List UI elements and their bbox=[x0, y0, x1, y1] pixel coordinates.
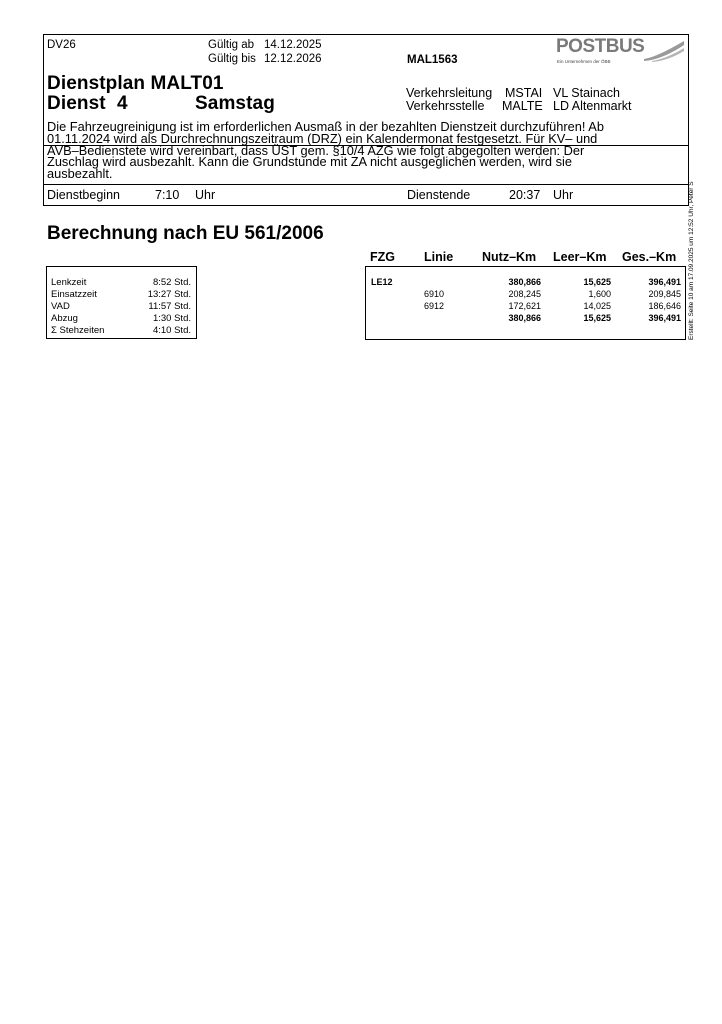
traffic-mgmt-name: VL Stainach bbox=[553, 86, 620, 100]
km-leer: 14,025 bbox=[583, 301, 611, 311]
notice-line: Zuschlag wird ausbezahlt. Kann die Grundstunde mit ZA nicht ausgeglichen werden, wird sie bbox=[47, 154, 572, 170]
duty-number: 4 bbox=[117, 93, 128, 114]
side-print-note: Erstellt: Seite 10 am 17.09.2025 um 12:52 Uhr, Peter S bbox=[688, 181, 695, 340]
summary-box bbox=[46, 266, 197, 339]
km-fzg: LE12 bbox=[371, 277, 393, 287]
postbus-logo bbox=[556, 36, 686, 66]
start-unit: Uhr bbox=[195, 188, 216, 202]
swoosh-icon bbox=[642, 39, 686, 63]
doc-code: DV26 bbox=[47, 39, 76, 51]
valid-from-date: 14.12.2025 bbox=[264, 39, 322, 51]
notice-line: Die Fahrzeugreinigung ist im erforderlichen Ausmaß in der bezahlten Dienstzeit durchzuführen! Ab bbox=[47, 119, 604, 134]
duty-label: Dienst bbox=[47, 93, 106, 114]
km-linie: 6910 bbox=[424, 289, 445, 299]
km-nutz: 380,866 bbox=[508, 277, 541, 287]
summary-label: Abzug bbox=[51, 313, 78, 324]
logo-subtitle: Ein Unternehmen der ÖBB bbox=[557, 59, 611, 64]
km-ges: 209,845 bbox=[648, 289, 681, 299]
summary-value: 8:52 Std. bbox=[152, 277, 191, 288]
summary-value: 4:10 Std. bbox=[152, 325, 191, 336]
traffic-mgmt-code: MSTAI bbox=[505, 86, 543, 100]
summary-row bbox=[51, 277, 191, 289]
logo-wordmark: POSTBUS bbox=[556, 36, 645, 57]
summary-label: Einsatzzeit bbox=[51, 289, 97, 300]
km-box bbox=[365, 266, 686, 340]
summary-label: Σ Stehzeiten bbox=[51, 325, 105, 336]
km-header-fzg: FZG bbox=[370, 250, 395, 264]
times-divider bbox=[44, 184, 688, 185]
km-nutz: 208,245 bbox=[508, 289, 541, 299]
km-linie: 6912 bbox=[424, 301, 445, 311]
km-leer: 15,625 bbox=[583, 277, 611, 287]
valid-to-label: Gültig bis bbox=[208, 53, 256, 65]
km-leer: 1,600 bbox=[588, 289, 611, 299]
summary-row bbox=[51, 325, 191, 337]
end-unit: Uhr bbox=[553, 188, 574, 202]
km-nutz: 380,866 bbox=[508, 313, 541, 323]
valid-to-date: 12.12.2026 bbox=[264, 53, 322, 65]
end-time: 20:37 bbox=[509, 188, 541, 202]
end-label: Dienstende bbox=[407, 188, 471, 202]
traffic-mgmt-label: Verkehrsleitung bbox=[406, 86, 493, 100]
km-header-leer: Leer–Km bbox=[553, 250, 607, 264]
km-ges: 396,491 bbox=[648, 277, 681, 287]
km-leer: 15,625 bbox=[583, 313, 611, 323]
start-time: 7:10 bbox=[155, 188, 180, 202]
notice-text bbox=[47, 121, 667, 180]
km-ges: 396,491 bbox=[648, 313, 681, 323]
summary-value: 1:30 Std. bbox=[152, 313, 191, 324]
summary-row bbox=[51, 301, 191, 313]
km-nutz: 172,621 bbox=[508, 301, 541, 311]
km-header-linie: Linie bbox=[424, 250, 454, 264]
km-ges: 186,646 bbox=[648, 301, 681, 311]
summary-label: VAD bbox=[51, 301, 70, 312]
mal-code: MAL1563 bbox=[407, 54, 458, 66]
valid-from-label: Gültig ab bbox=[208, 39, 255, 51]
summary-row bbox=[51, 313, 191, 325]
summary-value: 11:57 Std. bbox=[148, 301, 191, 312]
calculation-title: Berechnung nach EU 561/2006 bbox=[47, 223, 324, 244]
summary-label: Lenkzeit bbox=[51, 277, 87, 288]
traffic-office-label: Verkehrsstelle bbox=[406, 99, 485, 113]
header-box bbox=[43, 34, 689, 206]
summary-row bbox=[51, 289, 191, 301]
summary-value: 13:27 Std. bbox=[147, 289, 191, 300]
plan-title: Dienstplan MALT01 bbox=[47, 73, 224, 94]
duty-day: Samstag bbox=[195, 93, 275, 114]
notice-line: 01.11.2024 wird als Durchrechnungszeitraum (DRZ) ein Kalendermonat festgesetzt. Für KV– und bbox=[47, 130, 598, 146]
notice-line: ausbezahlt. bbox=[47, 166, 113, 182]
notice-line: AVB–Bedienstete wird vereinbart, dass ÜST gem. §10/4 AZG wie folgt abgegolten werden: Der bbox=[47, 142, 585, 158]
traffic-office-code: MALTE bbox=[502, 99, 543, 113]
traffic-office-name: LD Altenmarkt bbox=[553, 99, 632, 113]
start-label: Dienstbeginn bbox=[47, 188, 120, 202]
km-header-nutz: Nutz–Km bbox=[482, 250, 537, 264]
km-header-ges: Ges.–Km bbox=[622, 250, 677, 264]
